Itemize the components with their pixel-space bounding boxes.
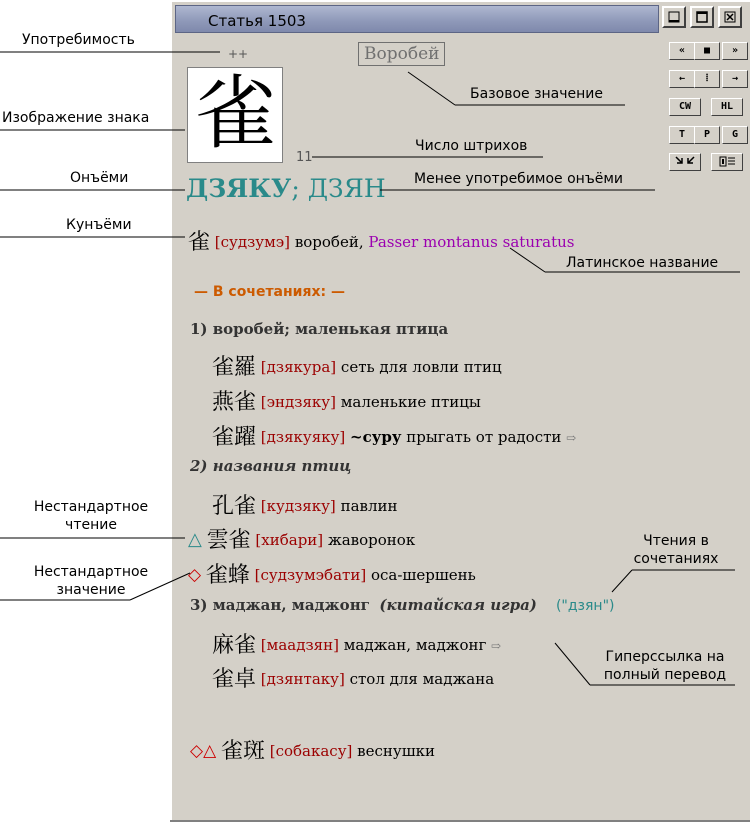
nav-back-button[interactable]: ← <box>669 70 695 88</box>
compound-suffix: ~суру <box>350 428 402 446</box>
callout-usage: Употребимость <box>22 32 135 48</box>
kunyomi-gloss: воробей, <box>294 233 364 251</box>
callout-compound-readings: Чтения в сочетаниях <box>633 533 719 567</box>
group-1-label: 1) воробей; маленькая птица <box>190 320 449 338</box>
callout-nonstandard-meaning: Нестандартное значение <box>33 564 149 598</box>
window-title: Статья 1503 <box>208 12 306 30</box>
usage-mark: ++ <box>228 47 249 61</box>
compound-kanji: 麻雀 <box>212 633 257 658</box>
compound-kanji: 燕雀 <box>212 390 257 415</box>
kunyomi-kanji: 雀 <box>188 230 211 255</box>
compound-reading: [эндзяку] <box>260 393 336 411</box>
callout-hyperlink: Гиперссылка на полный перевод <box>603 649 727 683</box>
glyph-character: 雀 <box>196 67 276 160</box>
nav-forward-button[interactable]: → <box>722 70 748 88</box>
callout-stroke-count: Число штрихов <box>415 138 528 154</box>
compound-gloss: жаворонок <box>327 531 416 549</box>
nav-last-button[interactable]: » <box>722 42 748 60</box>
compound-reading: [хибари] <box>255 531 324 549</box>
compounds-header: — В сочетаниях: — <box>194 284 345 300</box>
compound-gloss: прыгать от радости <box>406 428 562 446</box>
compound-gloss: маленькие птицы <box>340 393 481 411</box>
compound-reading: [дзякура] <box>260 358 337 376</box>
g-button[interactable]: G <box>722 126 748 144</box>
compound-kanji: 雀斑 <box>220 739 265 764</box>
compound-reading-note: ("дзян") <box>555 598 615 614</box>
compound-gloss: сеть для ловли птиц <box>340 358 502 376</box>
compound-kanji: 雀羅 <box>212 355 257 380</box>
group-3-note: (китайская игра) <box>379 596 537 614</box>
compound-kanji: 雀蜂 <box>205 563 250 588</box>
hl-button[interactable]: HL <box>711 98 743 116</box>
p-button[interactable]: P <box>694 126 720 144</box>
compound-reading: [судзумэбати] <box>254 566 367 584</box>
stroke-count: 11 <box>296 150 313 165</box>
nonstandard-reading-icon: △ <box>188 529 202 550</box>
compound-kanji: 雲雀 <box>206 528 251 553</box>
callout-onyomi: Онъёми <box>70 170 129 186</box>
compound-gloss: павлин <box>340 497 398 515</box>
onyomi-separator: ; <box>291 174 300 203</box>
compound-reading: [маадзян] <box>260 636 339 654</box>
nav-first-button[interactable]: « <box>669 42 695 60</box>
compound-kanji: 雀躍 <box>212 425 257 450</box>
compound-reading: [собакасу] <box>269 742 353 760</box>
base-meaning: Воробей <box>358 42 445 66</box>
compound-gloss: веснушки <box>357 742 436 760</box>
nav-list-button[interactable]: ⁞ <box>694 70 720 88</box>
t-button[interactable]: T <box>669 126 695 144</box>
compound-gloss: маджан, маджонг <box>343 636 487 654</box>
compound-gloss: оса-шершень <box>370 566 476 584</box>
compound-kanji: 孔雀 <box>212 494 257 519</box>
nonstandard-marks-icon: ◇△ <box>190 741 217 761</box>
onyomi-rare: ДЗЯН <box>307 174 386 203</box>
nonstandard-meaning-icon: ◇ <box>188 565 202 585</box>
callout-rare-onyomi: Менее употребимое онъёми <box>414 171 623 187</box>
group-3-title: 3) маджан, маджонг <box>190 596 370 614</box>
cw-button[interactable]: CW <box>669 98 701 116</box>
callout-nonstandard-reading: Нестандартное чтение <box>33 499 149 533</box>
kunyomi-reading: [судзумэ] <box>214 233 291 251</box>
onyomi-main: ДЗЯКУ <box>186 174 292 203</box>
compound-kanji: 雀卓 <box>212 667 257 692</box>
latin-name: Passer montanus saturatus <box>368 233 575 251</box>
callout-glyph-image: Изображение знака <box>2 110 150 126</box>
group-2-label: 2) названия птиц <box>190 457 352 475</box>
callout-latin-name: Латинское название <box>566 255 719 271</box>
compound-reading: [дзякуяку] <box>260 428 346 446</box>
compound-reading: [кудзяку] <box>260 497 336 515</box>
link-arrow-icon[interactable]: ⇨ <box>491 639 502 653</box>
compound-reading: [дзянтаку] <box>260 670 345 688</box>
compound-gloss: стол для маджана <box>349 670 495 688</box>
nav-stop-button[interactable]: ■ <box>694 42 720 60</box>
callout-base-meaning: Базовое значение <box>470 86 603 102</box>
link-arrow-icon[interactable]: ⇨ <box>566 431 577 445</box>
callout-kunyomi: Кунъёми <box>66 217 132 233</box>
